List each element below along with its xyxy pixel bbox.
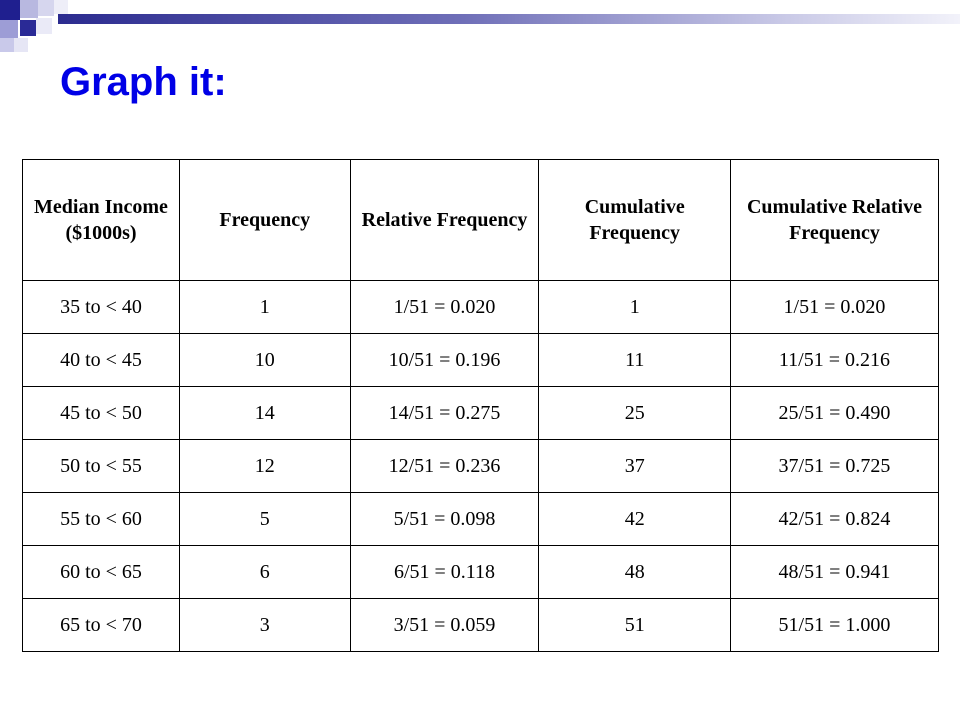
- decor-square: [20, 20, 36, 36]
- table-row: [23, 334, 939, 387]
- decor-square: [0, 0, 20, 20]
- decor-square: [36, 18, 52, 34]
- table-cell: 12/51 = 0.236: [350, 440, 539, 493]
- table-cell: 1: [180, 281, 351, 334]
- table-cell: 45 to < 50: [23, 387, 180, 440]
- table-cell: 5/51 = 0.098: [350, 493, 539, 546]
- table-cell: 25: [539, 387, 731, 440]
- table-cell: 60 to < 65: [23, 546, 180, 599]
- frequency-table: [22, 159, 939, 652]
- table-row: [23, 281, 939, 334]
- table-row: [23, 546, 939, 599]
- table-row: [23, 387, 939, 440]
- table-cell: 42/51 = 0.824: [730, 493, 938, 546]
- table-cell: 51: [539, 599, 731, 652]
- table-cell: 50 to < 55: [23, 440, 180, 493]
- table-cell: 40 to < 45: [23, 334, 180, 387]
- table-cell: 14/51 = 0.275: [350, 387, 539, 440]
- table-row: [23, 599, 939, 652]
- slide-title: Graph it:: [60, 60, 227, 104]
- table-cell: 25/51 = 0.490: [730, 387, 938, 440]
- table-cell: 6: [180, 546, 351, 599]
- column-header: Median Income ($1000s): [23, 160, 180, 281]
- table-cell: 14: [180, 387, 351, 440]
- table-row: [23, 493, 939, 546]
- table-cell: 48: [539, 546, 731, 599]
- table-cell: 35 to < 40: [23, 281, 180, 334]
- table-cell: 37: [539, 440, 731, 493]
- table-cell: 10: [180, 334, 351, 387]
- column-header: Cumulative Frequency: [539, 160, 731, 281]
- column-header: Frequency: [180, 160, 351, 281]
- table-row: [23, 440, 939, 493]
- table-cell: 10/51 = 0.196: [350, 334, 539, 387]
- table-cell: 3: [180, 599, 351, 652]
- table-cell: 12: [180, 440, 351, 493]
- table-cell: 1: [539, 281, 731, 334]
- decor-square: [38, 0, 54, 16]
- table-cell: 3/51 = 0.059: [350, 599, 539, 652]
- decor-square: [54, 0, 68, 14]
- decor-square: [0, 20, 18, 38]
- table-cell: 5: [180, 493, 351, 546]
- table-cell: 1/51 = 0.020: [730, 281, 938, 334]
- column-header: Cumulative Relative Frequency: [730, 160, 938, 281]
- table-cell: 55 to < 60: [23, 493, 180, 546]
- decor-square: [14, 38, 28, 52]
- column-header: Relative Frequency: [350, 160, 539, 281]
- table-cell: 37/51 = 0.725: [730, 440, 938, 493]
- decor-square: [20, 0, 38, 18]
- table-cell: 65 to < 70: [23, 599, 180, 652]
- table-cell: 6/51 = 0.118: [350, 546, 539, 599]
- table-header-row: [23, 160, 939, 281]
- table-cell: 11: [539, 334, 731, 387]
- table-cell: 48/51 = 0.941: [730, 546, 938, 599]
- table-cell: 11/51 = 0.216: [730, 334, 938, 387]
- decor-square: [0, 38, 14, 52]
- title-bar-gradient: [58, 14, 960, 24]
- table-cell: 51/51 = 1.000: [730, 599, 938, 652]
- table-cell: 1/51 = 0.020: [350, 281, 539, 334]
- table-cell: 42: [539, 493, 731, 546]
